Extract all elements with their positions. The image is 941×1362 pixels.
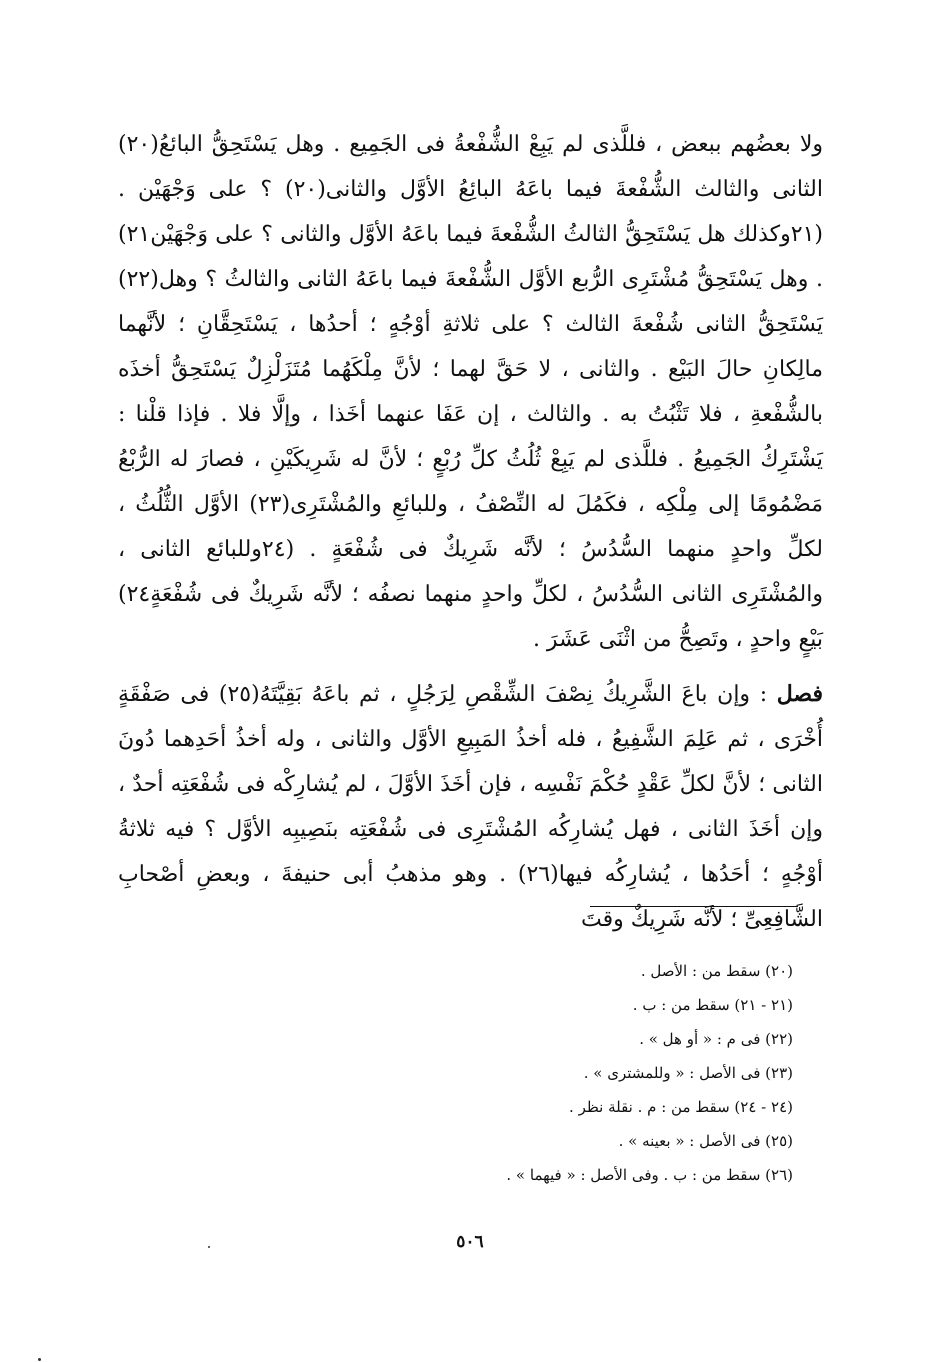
- paragraph-1: ولا بعضُهم ببعض ، فللَّذى لم يَبِعْ الشُّفْعةُ فى الجَمِيع . وهل يَسْتَحِقُّ البائعُ(٢٠) الثانى والثالث الشُّفْعةَ فيما باعَهُ البائِعُ الأوَّل والثانى(٢٠) ؟ على وَجْهَيْن . (٢١وكذلك هل يَسْتَحِقُّ الثالثُ الشُّفْعةَ فيما باعَهُ الأوَّل والثانى ؟ على وَجْهَيْن٢١) . وهل يَسْتَحِقُّ مُشْتَرِى الرُّبع الأوَّل الشُّفْعةَ فيما باعَهُ الثانى والثالثُ ؟ وهل(٢٢) يَسْتَحِقُّ الثانى شُفْعةَ الثالث ؟ على ثلاثةِ أوْجُهٍ ؛ أحدُها ، يَسْتَحِقَّانِ ؛ لأنَّهما مالِكانِ حالَ البَيْع . والثانى ، لا حَقَّ لهما ؛ لأنَّ مِلْكَهُما مُتَزَلْزِلٌ يَسْتَحِقُّ أخذَه بالشُّفْعةِ ، فلا تَثْبُتُ به . والثالث ، إن عَفَا عنهما أخَذا ، وإلَّا فلا . فإذا قلْنا : يَشْتَرِكُ الجَمِيعُ . فللَّذى لم يَبِعْ ثُلُثُ كلِّ رُبْعٍ ؛ لأنَّ له شَرِيكَيْنِ ، فصارَ له الرُّبْعُ مَضْمُومًا إلى مِلْكِه ، فكَمُلَ له النِّصْفُ ، وللبائعِ والمُشْتَرِى(٢٣) الأوَّل الثُّلُثُ ، لكلِّ واحدٍ منهما السُّدُسُ ؛ لأنَّه شَرِيكٌ فى شُفْعَةٍ . (٢٤وللبائع الثانى ، والمُشْتَرِى الثانى السُّدُسُ ، لكلِّ واحدٍ منهما نصفُه ؛ لأنَّه شَرِيكٌ فى شُفْعَةٍ٢٤) بَيْعٍ واحدٍ ، وتَصِحُّ من اثْنَى عَشَرَ .: [118, 132, 823, 652]
- footnotes-list: [373, 954, 793, 1192]
- footnote-25: (٢٥) فى الأصل : « بعينه » .: [618, 1132, 793, 1150]
- footnote-separator: [590, 906, 798, 907]
- footnote-21: (٢١ - ٢١) سقط من : ب .: [632, 996, 793, 1014]
- footnote-20: (٢٠) سقط من : الأصل .: [640, 962, 793, 980]
- footnote-24: (٢٤ - ٢٤) سقط من : م . نقلة نظر .: [569, 1098, 793, 1116]
- page-number: ٥٠٦: [456, 1232, 484, 1252]
- paragraph-2: [118, 672, 823, 942]
- footnote-26: (٢٦) سقط من : ب . وفى الأصل : « فيهما » .: [506, 1166, 793, 1184]
- scan-speck: [208, 1246, 210, 1248]
- fasl-heading: فصل: [776, 681, 824, 707]
- paragraph-2-text: : وإن باعَ الشَّرِيكُ نِصْفَ الشِّقْصِ لِرَجُلٍ ، ثم باعَهُ بَقِيَّتَهُ(٢٥) فى صَفْقَةٍ أُخْرَى ، ثم عَلِمَ الشَّفِيعُ ، فله أخذُ المَبِيعِ الأوَّل والثانى ، وله أخذُ أحَدِهما دُونَ الثانى ؛ لأنَّ لكلِّ عَقْدٍ حُكْمَ نَفْسِه ، فإن أخَذَ الأوَّلَ ، لم يُشارِكْه فى شُفْعَتِه أحدٌ ، وإن أخَذَ الثانى ، فهل يُشارِكُه المُشْتَرِى فى شُفْعَتِه بنَصِيبِه الأوَّل ؟ فيه ثلاثةُ أوْجُهٍ ؛ أحَدُها ، يُشارِكُه فيها(٢٦) . وهو مذهبُ أبى حنيفةَ ، وبعضِ أصْحابِ الشَّافِعِىِّ ؛ لأنَّه شَرِيكٌ وقتَ: [118, 682, 824, 932]
- footnote-22: (٢٢) فى م : « أو هل » .: [639, 1030, 793, 1048]
- main-text: [118, 122, 823, 942]
- scan-speck: [38, 1358, 41, 1361]
- footnote-23: (٢٣) فى الأصل : « وللمشترى » .: [583, 1064, 793, 1082]
